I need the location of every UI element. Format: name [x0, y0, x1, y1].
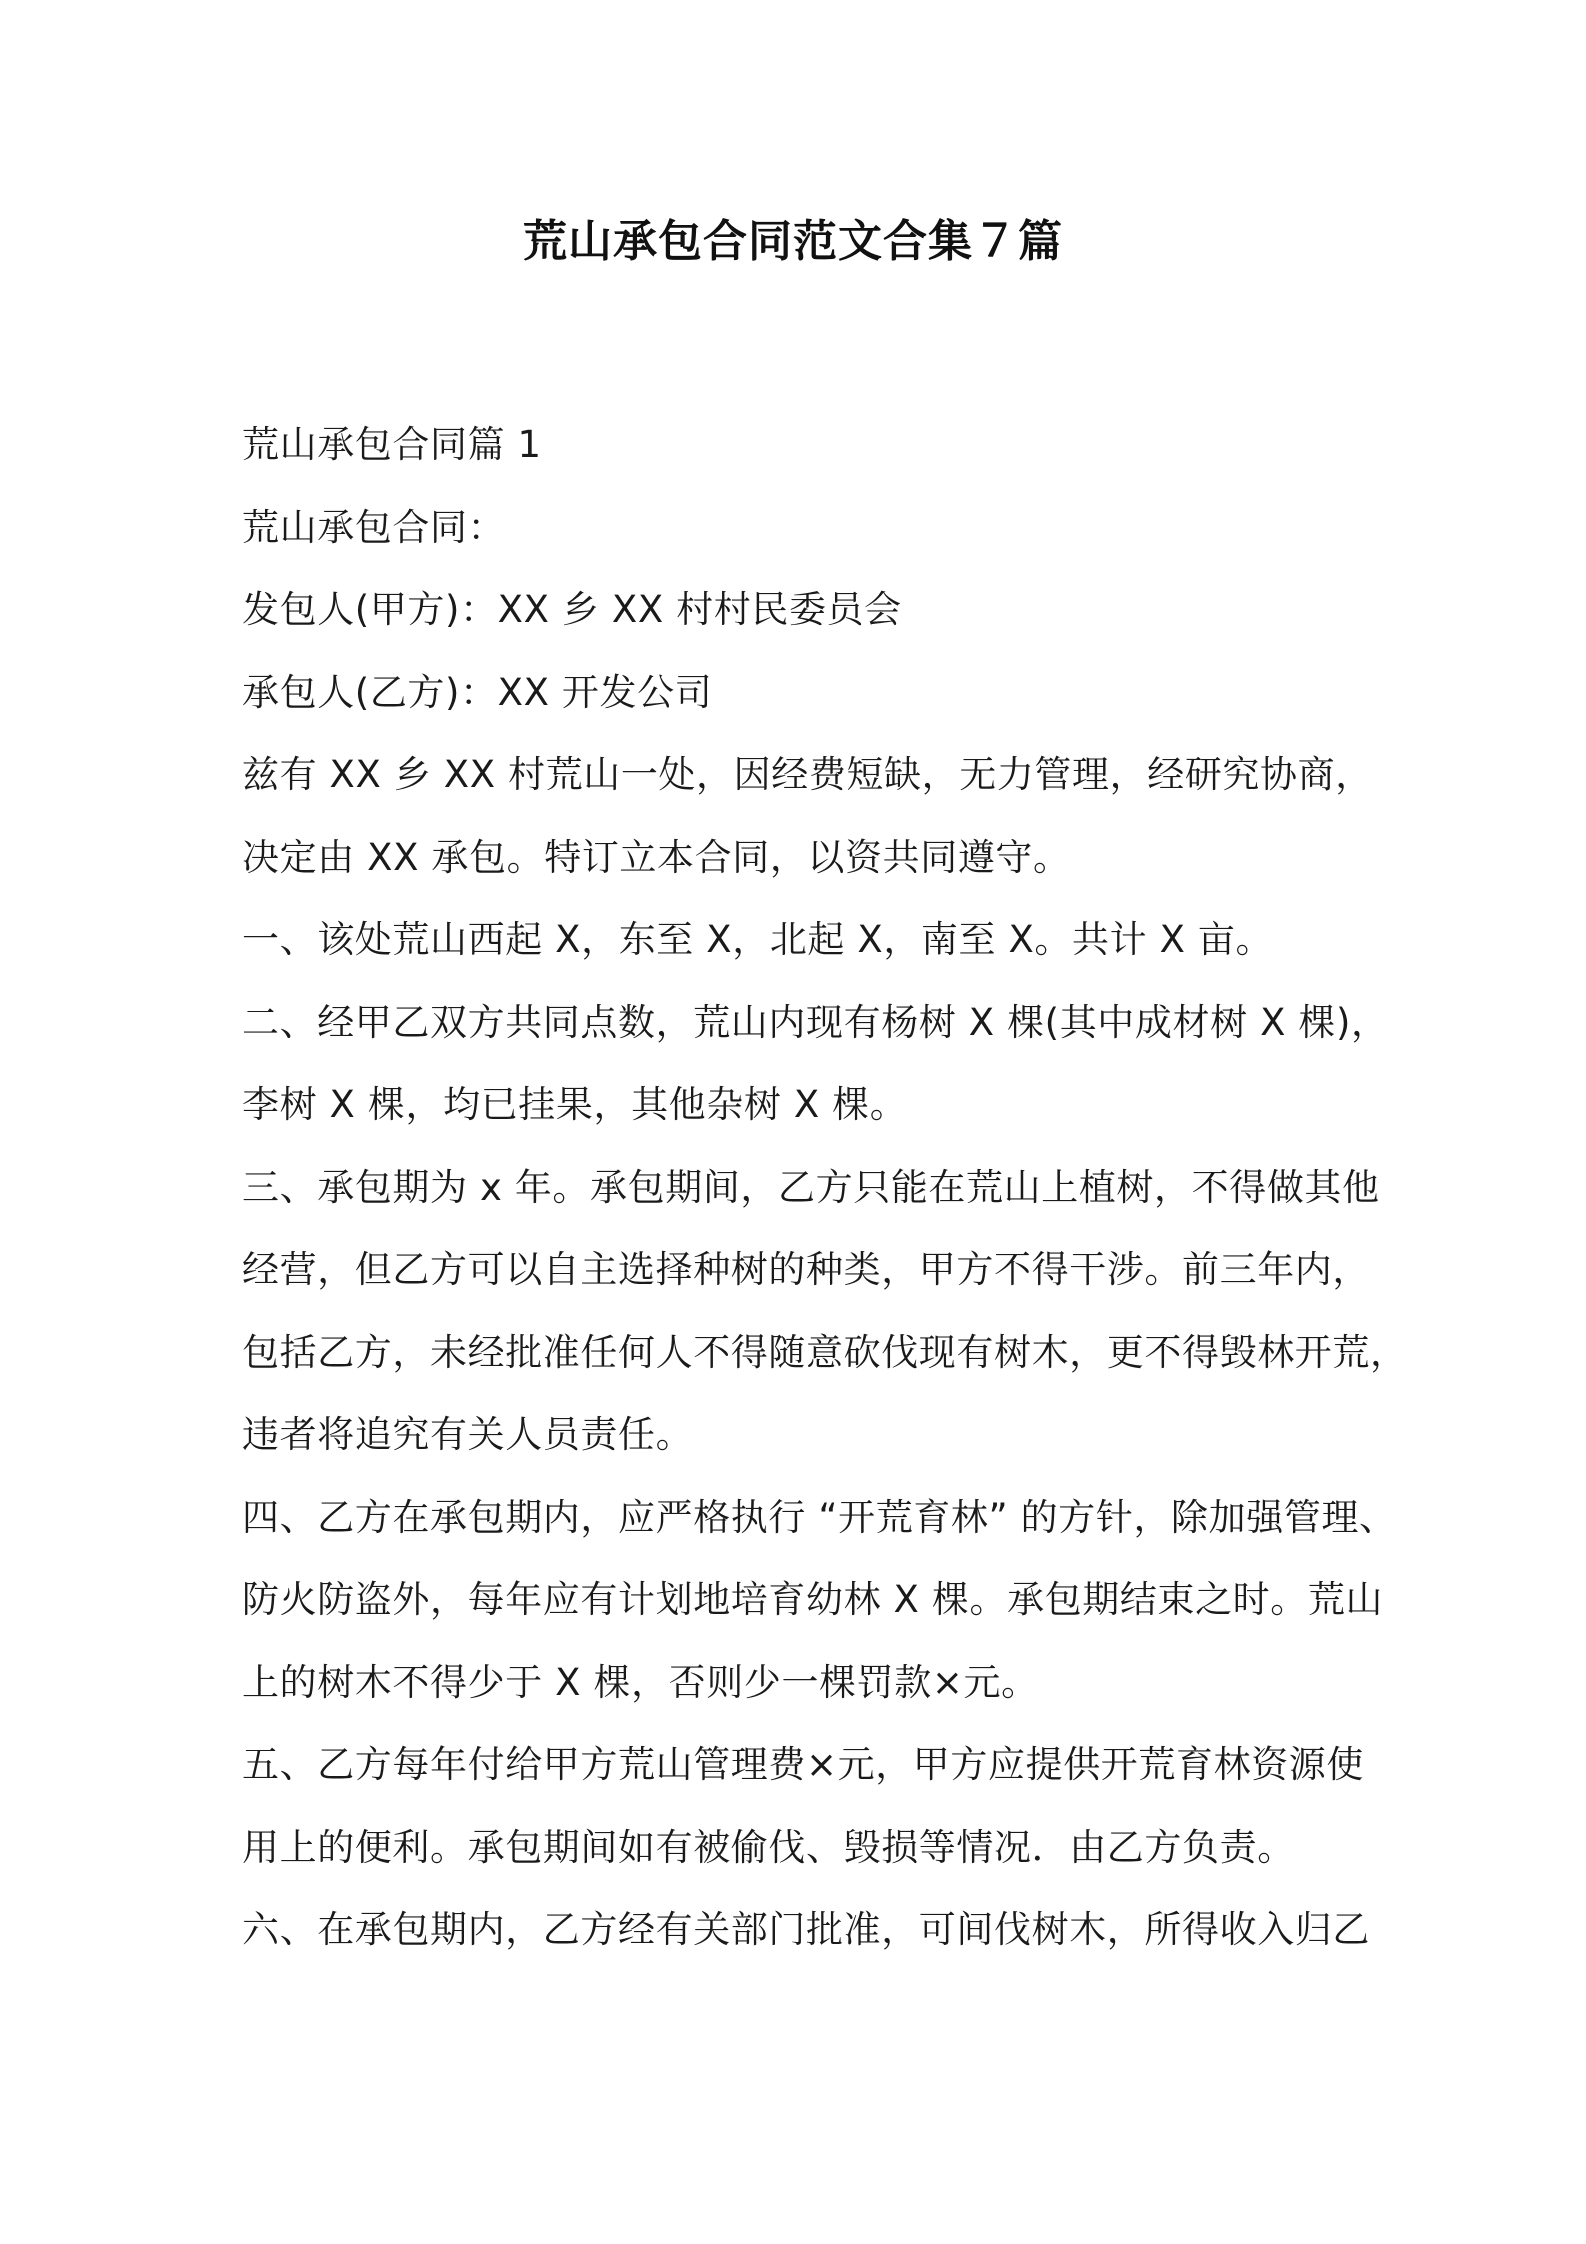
clause-line: 六、在承包期内，乙方经有关部门批准，可间伐树木，所得收入归乙: [242, 1908, 1370, 1951]
clause-line: 二、经甲乙双方共同点数，荒山内现有杨树 X 棵(其中成材树 X 棵)，: [242, 1000, 1389, 1044]
clause-line: 包括乙方，未经批准任何人不得随意砍伐现有树木，更不得毁林开荒，: [242, 1330, 1408, 1374]
clause-line: 三、承包期为 x 年。承包期间，乙方只能在荒山上植树，不得做其他: [242, 1165, 1380, 1209]
clause-line: 防火防盗外，每年应有计划地培育幼林 X 棵。承包期结束之时。荒山: [242, 1578, 1384, 1621]
document-body: [242, 404, 1408, 1972]
clause-line: 上的树木不得少于 X 棵，否则少一棵罚款×元。: [242, 1660, 1039, 1704]
body-line: 决定由 XX 承包。特订立本合同，以资共同遵守。: [242, 835, 1071, 879]
clause-line: 违者将追究有关人员责任。: [242, 1413, 694, 1456]
body-line: 兹有 XX 乡 XX 村荒山一处，因经费短缺，无力管理，经研究协商，: [242, 753, 1373, 796]
clause-line: 用上的便利。承包期间如有被偷伐、毁损等情况．由乙方负责。: [242, 1825, 1295, 1869]
party-a-line: 发包人(甲方)：XX 乡 XX 村村民委员会: [242, 588, 902, 631]
contract-heading: 荒山承包合同：: [242, 505, 506, 549]
clause-line: 经营，但乙方可以自主选择种树的种类，甲方不得干涉。前三年内，: [242, 1248, 1370, 1291]
clause-line: 五、乙方每年付给甲方荒山管理费×元，甲方应提供开荒育林资源使: [242, 1743, 1364, 1786]
clause-line: 一、该处荒山西起 X，东至 X，北起 X，南至 X。共计 X 亩。: [242, 918, 1274, 961]
clause-line: 四、乙方在承包期内，应严格执行 “开荒育林” 的方针，除加强管理、: [242, 1495, 1397, 1539]
document-title: 荒山承包合同范文合集７篇: [523, 216, 1063, 267]
clause-line: 李树 X 棵，均已挂果，其他杂树 X 棵。: [242, 1083, 908, 1126]
party-b-line: 承包人(乙方)：XX 开发公司: [242, 670, 713, 714]
section-heading: 荒山承包合同篇 1: [242, 423, 542, 466]
